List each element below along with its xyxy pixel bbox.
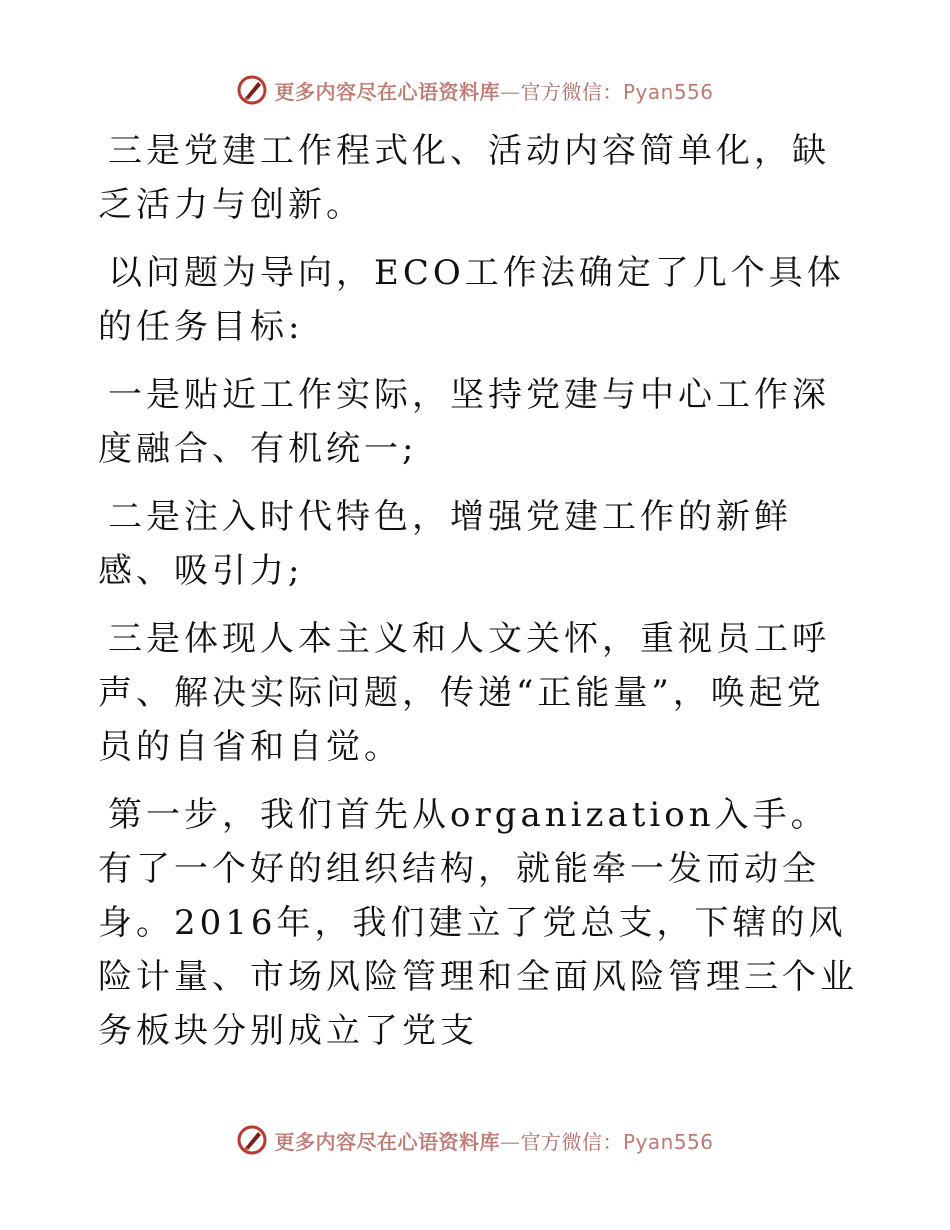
watermark-text bbox=[274, 1126, 713, 1155]
watermark-text bbox=[274, 76, 713, 105]
watermark-main: 更多内容尽在心语资料库 bbox=[274, 79, 500, 104]
paragraph: 第一步，我们首先从organization入手。有了一个好的组织结构，就能牵一发而动全身。2016年，我们建立了党总支，下辖的风险计量、市场风险管理和全面风险管理三个业务板块分别成立了党支 bbox=[98, 795, 858, 1051]
paragraph: 一是贴近工作实际，坚持党建与中心工作深度融合、有机统一; bbox=[98, 375, 830, 469]
header-watermark bbox=[0, 70, 950, 110]
watermark-wechat-label: 官方微信： bbox=[520, 79, 623, 104]
paragraph: 二是注入时代特色，增强党建工作的新鲜感、吸引力; bbox=[98, 497, 792, 591]
footer-watermark bbox=[0, 1120, 950, 1160]
watermark-main: 更多内容尽在心语资料库 bbox=[274, 1129, 500, 1154]
watermark-separator: — bbox=[499, 79, 521, 104]
paragraph: 三是党建工作程式化、活动内容简单化，缺乏活力与创新。 bbox=[98, 131, 830, 225]
watermark-separator: — bbox=[499, 1129, 521, 1154]
watermark-wechat-id: Pyan556 bbox=[622, 1129, 714, 1154]
quill-in-circle-icon bbox=[236, 74, 268, 106]
paragraph: 三是体现人本主义和人文关怀，重视员工呼声、解决实际问题，传递“正能量”，唤起党员的自省和自觉。 bbox=[98, 619, 830, 767]
watermark-wechat-label: 官方微信： bbox=[520, 1129, 623, 1154]
document-body bbox=[98, 124, 858, 1072]
watermark-wechat-id: Pyan556 bbox=[622, 79, 714, 104]
paragraph: 以问题为导向，ECO工作法确定了几个具体的任务目标: bbox=[98, 253, 845, 347]
quill-in-circle-icon bbox=[236, 1124, 268, 1156]
